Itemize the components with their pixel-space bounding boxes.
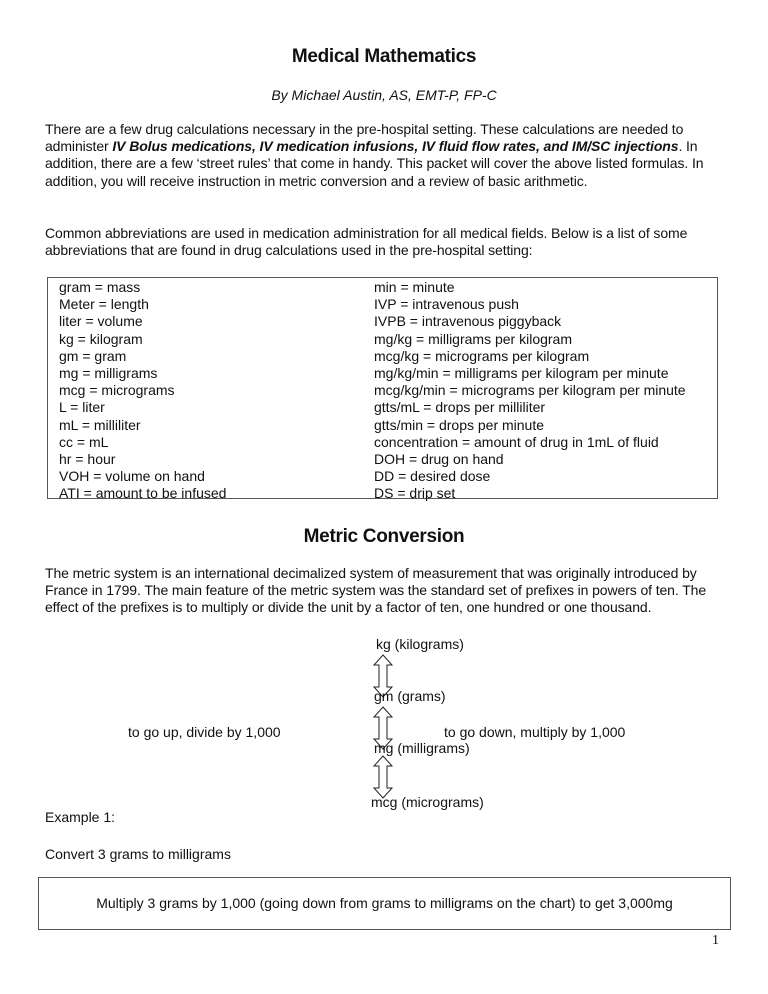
abbreviations-right-column: [374, 279, 686, 503]
abbreviation-item: mg = milligrams: [59, 365, 158, 382]
example-answer-box: [38, 877, 731, 930]
intro-emphasis: IV Bolus medications, IV medication infusions, IV fluid flow rates, and IM/SC injections: [112, 138, 679, 155]
go-down-label: to go down, multiply by 1,000: [444, 724, 626, 740]
metric-intro-paragraph: The metric system is an international decimalized system of measurement that was originally introduced by France in 1799. The main feature of the metric system was the standard set of prefixes in powers of ten. The effect of the prefixes is to multiply or divide the unit by a factor of ten, one hundred or one thousand.: [45, 565, 707, 616]
abbreviation-item: kg = kilogram: [59, 330, 143, 347]
abbreviation-item: DD = desired dose: [374, 468, 491, 485]
author-byline: By Michael Austin, AS, EMT-P, FP-C: [271, 87, 497, 103]
go-up-label: to go up, divide by 1,000: [128, 724, 281, 740]
abbreviation-item: IVPB = intravenous piggyback: [374, 313, 562, 330]
abbreviation-item: DOH = drug on hand: [374, 451, 504, 468]
example-answer: Multiply 3 grams by 1,000 (going down from grams to milligrams on the chart) to get 3,000mg: [96, 895, 673, 911]
abbreviation-item: mg/kg/min = milligrams per kilogram per minute: [374, 365, 669, 382]
unit-kilograms: kg (kilograms): [376, 636, 464, 652]
example-label: Example 1:: [45, 809, 116, 825]
unit-milligrams: mg (milligrams): [374, 740, 470, 756]
abbreviation-item: IVP = intravenous push: [374, 296, 519, 313]
intro-text-2: . In addition, there are a few ‘street rules’ that come in handy. This packet will cover the above listed formulas. In addition, you will receive instruction in metric conversion and a review of basic arithmetic.: [45, 138, 704, 189]
abbreviation-item: ATI = amount to be infused: [59, 485, 227, 502]
example-question: Convert 3 grams to milligrams: [45, 846, 231, 862]
abbreviation-item: mg/kg = milligrams per kilogram: [374, 330, 572, 347]
intro-paragraph: [45, 121, 735, 190]
abbreviation-item: mcg = micrograms: [59, 382, 175, 399]
abbreviation-item: liter = volume: [59, 313, 143, 330]
abbreviations-intro: Common abbreviations are used in medication administration for all medical fields. Below is a list of some abbreviations that are found in drug calculations used in the pre-hospital setting:: [45, 225, 688, 259]
abbreviation-item: concentration = amount of drug in 1mL of fluid: [374, 433, 659, 450]
unit-grams: gm (grams): [374, 688, 446, 704]
metric-conversion-heading: Metric Conversion: [303, 526, 465, 547]
abbreviations-left-column: [59, 279, 226, 503]
abbreviation-item: min = minute: [374, 279, 455, 295]
double-arrow-icon: [372, 755, 394, 799]
abbreviation-item: gtts/mL = drops per milliliter: [374, 399, 546, 416]
abbreviation-item: mcg/kg/min = micrograms per kilogram per minute: [374, 382, 686, 399]
abbreviation-item: cc = mL: [59, 433, 109, 450]
abbreviation-item: gtts/min = drops per minute: [374, 416, 545, 433]
abbreviation-item: VOH = volume on hand: [59, 468, 205, 485]
intro-text-1: There are a few drug calculations necessary in the pre-hospital setting. These calculations are needed to administer: [45, 121, 684, 155]
unit-micrograms: mcg (micrograms): [371, 794, 484, 810]
abbreviation-item: Meter = length: [59, 296, 149, 313]
abbreviation-item: DS = drip set: [374, 485, 456, 502]
abbreviation-item: hr = hour: [59, 451, 116, 468]
abbreviation-item: gm = gram: [59, 347, 127, 364]
abbreviation-item: L = liter: [59, 399, 105, 416]
document-title: Medical Mathematics: [291, 46, 477, 67]
abbreviation-item: gram = mass: [59, 279, 141, 295]
abbreviation-item: mL = milliliter: [59, 416, 141, 433]
page-number: 1: [712, 933, 719, 948]
abbreviations-table: [47, 277, 718, 502]
abbreviation-item: mcg/kg = micrograms per kilogram: [374, 347, 590, 364]
